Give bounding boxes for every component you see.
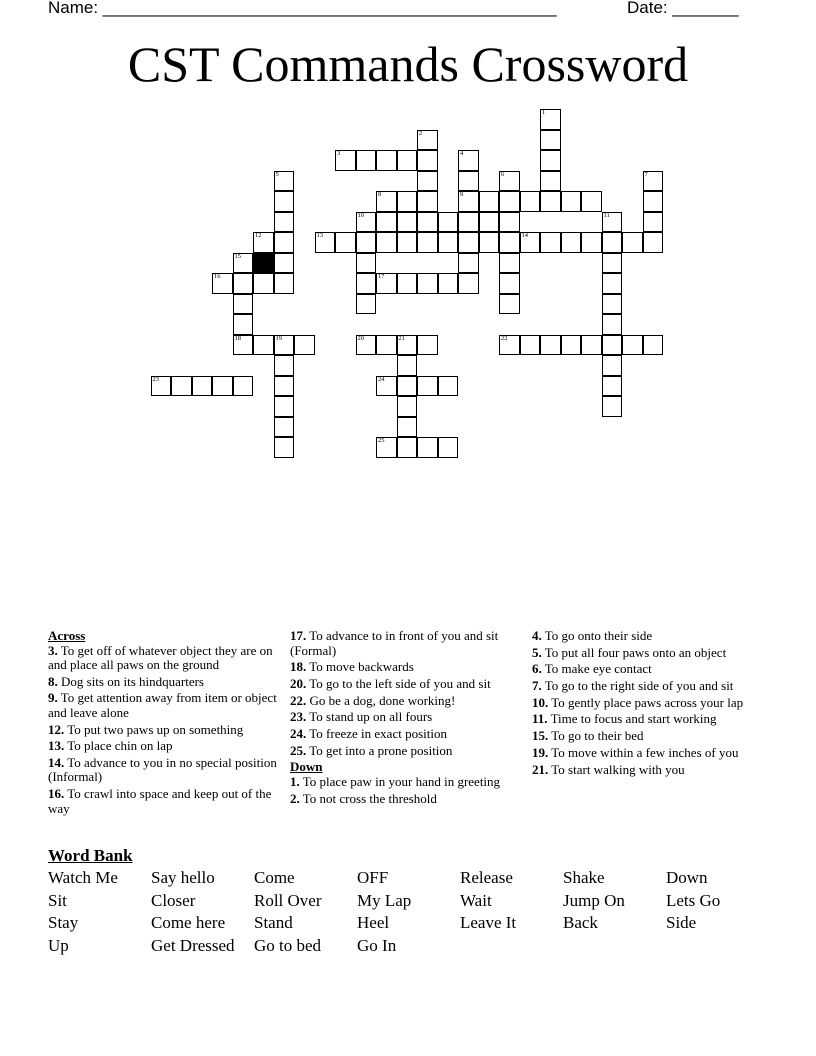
crossword-cell[interactable] (356, 335, 377, 356)
clue-text: Dog sits on its hindquarters (61, 673, 204, 689)
clue-text: To get into a prone position (309, 742, 453, 758)
crossword-cell[interactable] (561, 335, 582, 356)
crossword-cell[interactable] (397, 355, 418, 376)
word-bank-word: My Lap (357, 890, 412, 910)
clue-text: To gently place paws across your lap (551, 694, 744, 710)
crossword-cell[interactable] (274, 171, 295, 192)
across-clue (290, 744, 522, 759)
clue-number: 15. (532, 728, 549, 744)
word-bank-word: Release (460, 868, 513, 887)
down-clue (532, 712, 764, 727)
crossword-cell[interactable] (499, 335, 520, 356)
crossword-cell[interactable] (540, 109, 561, 130)
clue-number: 5. (532, 644, 542, 660)
crossword-cell[interactable] (253, 232, 274, 253)
word-bank-word: Get Dressed (151, 936, 235, 956)
crossword-cell[interactable] (479, 212, 500, 233)
word-bank-word: Leave It (460, 913, 517, 933)
crossword-cell[interactable] (458, 212, 479, 233)
across-clue (48, 787, 280, 816)
clue-column-1 (48, 629, 280, 818)
clue-number: 5 (275, 170, 279, 178)
crossword-cell[interactable] (561, 191, 582, 212)
crossword-cell[interactable] (581, 232, 602, 253)
clue-number: 17 (378, 273, 385, 280)
clue-number: 2. (290, 790, 300, 806)
clue-text: To get off of whatever object they are on and place all paws on the ground (48, 642, 273, 672)
crossword-cell[interactable] (479, 232, 500, 253)
clue-number: 25. (290, 742, 307, 758)
clue-text: To go to the right side of you and sit (544, 678, 734, 694)
crossword-cell[interactable] (458, 171, 479, 192)
word-bank-word: Shake (563, 868, 605, 887)
clue-number: 10 (357, 211, 364, 219)
crossword-cell[interactable] (417, 191, 438, 212)
crossword-cell[interactable] (602, 232, 623, 253)
clue-text: To put all four paws onto an object (544, 644, 727, 660)
crossword-cell[interactable] (581, 191, 602, 212)
crossword-cell[interactable] (602, 396, 623, 417)
clue-number: 2 (419, 129, 423, 137)
word-bank-word: Side (666, 913, 697, 933)
crossword-cell[interactable] (643, 171, 664, 192)
word-bank-word: Jump On (563, 890, 625, 910)
clue-text: To crawl into space and keep out of the way (48, 786, 272, 816)
crossword-cell[interactable] (192, 376, 213, 397)
word-bank-title: Word Bank (48, 846, 133, 865)
crossword-cell[interactable] (356, 150, 377, 171)
clue-text: To place chin on lap (67, 738, 173, 754)
crossword-cell[interactable] (602, 212, 623, 233)
clue-number: 13 (316, 232, 323, 239)
down-clue (532, 679, 764, 694)
crossword-cell[interactable] (212, 376, 233, 397)
crossword-cell[interactable] (622, 232, 643, 253)
clue-text: To go to the left side of you and sit (309, 675, 491, 691)
clue-column-2 (290, 629, 522, 808)
crossword-cell[interactable] (397, 191, 418, 212)
crossword-cell[interactable] (397, 437, 418, 458)
crossword-cell[interactable] (376, 212, 397, 233)
crossword-cell[interactable] (274, 273, 295, 294)
crossword-cell[interactable] (643, 232, 664, 253)
clue-number: 16 (214, 273, 221, 280)
clue-number: 7. (532, 678, 542, 694)
clue-number: 21. (532, 761, 549, 777)
crossword-cell[interactable] (397, 417, 418, 438)
crossword-cell[interactable] (315, 232, 336, 253)
clue-number: 4 (460, 150, 464, 157)
clue-text: To not cross the threshold (302, 790, 437, 806)
crossword-cell[interactable] (417, 130, 438, 151)
clue-number: 17. (290, 628, 307, 643)
crossword-cell[interactable] (233, 253, 254, 274)
clue-number: 10. (532, 694, 549, 710)
clue-text: To start walking with you (551, 761, 685, 777)
crossword-cell[interactable] (376, 150, 397, 171)
crossword-cell[interactable] (274, 437, 295, 458)
crossword-cell[interactable] (397, 232, 418, 253)
clue-number: 18. (290, 659, 307, 675)
clue-text: To advance to you in no special position (Informal) (48, 754, 277, 785)
crossword-cell[interactable] (274, 253, 295, 274)
clue-text: To go onto their side (544, 628, 653, 643)
across-clue (48, 723, 280, 738)
across-clue (48, 756, 280, 785)
word-bank-word: Come (254, 868, 295, 887)
clue-number: 15 (234, 252, 241, 260)
crossword-cell[interactable] (417, 212, 438, 233)
clue-text: To go to their bed (551, 728, 644, 744)
crossword-cell[interactable] (356, 294, 377, 315)
crossword-cell[interactable] (335, 150, 356, 171)
clue-text: Time to focus and start working (550, 711, 717, 727)
crossword-cell[interactable] (417, 171, 438, 192)
clue-column-3 (532, 629, 764, 779)
word-bank-word: Stay (48, 913, 79, 933)
down-clue (290, 775, 522, 790)
word-bank-word: Say hello (151, 868, 215, 887)
word-bank-word: Down (666, 868, 708, 887)
word-bank (48, 845, 778, 967)
clue-number: 14 (521, 232, 528, 239)
crossword-cell[interactable] (274, 376, 295, 397)
crossword-cell[interactable] (417, 437, 438, 458)
down-clue (532, 646, 764, 661)
across-clue (290, 727, 522, 742)
crossword-cell[interactable] (417, 335, 438, 356)
clue-number: 1. (290, 773, 300, 789)
crossword-cell[interactable] (622, 335, 643, 356)
clue-number: 22. (290, 692, 307, 708)
crossword-cell[interactable] (335, 232, 356, 253)
down-clue (532, 763, 764, 778)
crossword-cell[interactable] (438, 232, 459, 253)
crossword-grid (151, 109, 684, 444)
word-bank-word: Closer (151, 890, 196, 910)
clue-text: To move within a few inches of you (551, 744, 739, 760)
crossword-cell[interactable] (581, 335, 602, 356)
clue-number: 3 (337, 150, 341, 157)
crossword-cell[interactable] (458, 253, 479, 274)
word-bank-word: Lets Go (666, 890, 721, 910)
crossword-black-cell (253, 253, 274, 274)
word-bank-words (48, 867, 778, 967)
crossword-cell[interactable] (499, 232, 520, 253)
clue-number: 4. (532, 628, 542, 643)
crossword-cell[interactable] (274, 191, 295, 212)
across-clue (290, 710, 522, 725)
across-clue (290, 660, 522, 675)
crossword-cell[interactable] (212, 273, 233, 294)
crossword-cell[interactable] (520, 335, 541, 356)
crossword-cell[interactable] (274, 417, 295, 438)
crossword-cell[interactable] (397, 150, 418, 171)
clue-number: 19. (532, 744, 549, 760)
crossword-cell[interactable] (458, 191, 479, 212)
clue-text: To place paw in your hand in greeting (302, 773, 501, 789)
word-bank-word: Watch Me (48, 868, 118, 887)
clue-number: 18 (234, 334, 241, 342)
word-bank-word: Heel (357, 913, 390, 933)
crossword-cell[interactable] (233, 273, 254, 294)
across-clue (48, 644, 280, 673)
clue-number: 25 (378, 437, 385, 444)
crossword-cell[interactable] (520, 191, 541, 212)
word-bank-word: Go In (357, 936, 397, 956)
crossword-cell[interactable] (274, 232, 295, 253)
crossword-cell[interactable] (540, 232, 561, 253)
across-clue (290, 694, 522, 709)
clue-text: To advance to in front of you and sit (Formal) (290, 628, 499, 658)
word-bank-word: Come here (151, 913, 226, 933)
crossword-cell[interactable] (417, 232, 438, 253)
clue-number: 21 (398, 334, 405, 342)
clue-number: 11. (532, 711, 548, 727)
down-clue (290, 792, 522, 807)
word-bank-word: Roll Over (254, 890, 322, 910)
crossword-cell[interactable] (233, 294, 254, 315)
crossword-cell[interactable] (458, 150, 479, 171)
crossword-cell[interactable] (356, 212, 377, 233)
clue-number: 8. (48, 673, 58, 689)
crossword-cell[interactable] (376, 273, 397, 294)
down-clue (532, 729, 764, 744)
crossword-cell[interactable] (643, 191, 664, 212)
across-clue (290, 629, 522, 658)
crossword-cell[interactable] (438, 273, 459, 294)
crossword-cell[interactable] (151, 376, 172, 397)
crossword-cell[interactable] (520, 232, 541, 253)
name-field[interactable]: Name: ________________________________________________ (48, 0, 557, 17)
down-heading: Down (290, 759, 323, 775)
crossword-cell[interactable] (233, 376, 254, 397)
clue-number: 16. (48, 786, 65, 802)
crossword-cell[interactable] (376, 191, 397, 212)
crossword-cell[interactable] (602, 314, 623, 335)
crossword-cell[interactable] (438, 212, 459, 233)
clue-number: 7 (644, 170, 648, 178)
header (48, 0, 748, 20)
crossword-cell[interactable] (356, 232, 377, 253)
crossword-cell[interactable] (602, 294, 623, 315)
clue-number: 23 (152, 375, 159, 383)
crossword-cell[interactable] (479, 191, 500, 212)
clue-number: 9. (48, 690, 58, 706)
crossword-cell[interactable] (602, 335, 623, 356)
crossword-cell[interactable] (602, 253, 623, 274)
clue-number: 6 (501, 170, 505, 178)
across-clue (48, 675, 280, 690)
crossword-cell[interactable] (499, 294, 520, 315)
clue-text: To move backwards (309, 659, 414, 675)
across-heading: Across (48, 628, 86, 643)
crossword-cell[interactable] (274, 396, 295, 417)
clue-text: To get attention away from item or object and leave alone (48, 690, 277, 720)
down-clue (532, 696, 764, 711)
crossword-cell[interactable] (499, 253, 520, 274)
clue-text: Go be a dog, done working! (309, 692, 456, 708)
clue-number: 20. (290, 675, 307, 691)
crossword-cell[interactable] (540, 171, 561, 192)
crossword-cell[interactable] (397, 335, 418, 356)
crossword-cell[interactable] (397, 212, 418, 233)
crossword-cell[interactable] (602, 376, 623, 397)
crossword-cell[interactable] (540, 335, 561, 356)
word-bank-word: Up (48, 936, 69, 956)
word-bank-word: Sit (48, 890, 67, 910)
down-clue (532, 662, 764, 677)
crossword-cell[interactable] (233, 314, 254, 335)
crossword-cell[interactable] (540, 191, 561, 212)
clue-number: 6. (532, 661, 542, 677)
word-bank-word: Go to bed (254, 936, 322, 956)
crossword-cell[interactable] (253, 335, 274, 356)
crossword-cell[interactable] (253, 273, 274, 294)
crossword-cell[interactable] (458, 273, 479, 294)
crossword-cell[interactable] (499, 191, 520, 212)
clue-number: 8 (378, 191, 382, 198)
crossword-cell[interactable] (376, 437, 397, 458)
crossword-cell[interactable] (643, 212, 664, 233)
crossword-cell[interactable] (356, 253, 377, 274)
crossword-cell[interactable] (602, 273, 623, 294)
crossword-cell[interactable] (171, 376, 192, 397)
crossword-cell[interactable] (438, 437, 459, 458)
crossword-cell[interactable] (499, 212, 520, 233)
clue-number: 20 (357, 334, 364, 342)
crossword-cell[interactable] (417, 376, 438, 397)
crossword-cell[interactable] (274, 335, 295, 356)
crossword-cell[interactable] (376, 232, 397, 253)
clue-number: 1 (542, 109, 546, 116)
clue-number: 13. (48, 738, 65, 754)
crossword-cell[interactable] (540, 150, 561, 171)
crossword-cell[interactable] (499, 171, 520, 192)
crossword-cell[interactable] (458, 232, 479, 253)
clue-number: 12 (255, 232, 262, 239)
date-field[interactable]: Date: _______ (627, 0, 739, 17)
down-clue (532, 629, 764, 644)
clue-number: 24. (290, 725, 307, 741)
crossword-cell[interactable] (499, 273, 520, 294)
clue-number: 12. (48, 721, 65, 737)
clue-text: To freeze in exact position (309, 725, 447, 741)
crossword-cell[interactable] (376, 335, 397, 356)
crossword-cell[interactable] (294, 335, 315, 356)
crossword-cell[interactable] (438, 376, 459, 397)
clue-number: 19 (275, 334, 282, 342)
crossword-cell[interactable] (274, 355, 295, 376)
across-clue (48, 739, 280, 754)
word-bank-word: OFF (357, 868, 389, 887)
word-bank-word: Stand (254, 913, 293, 933)
clue-text: To stand up on all fours (309, 709, 433, 725)
down-clue (532, 746, 764, 761)
crossword-cell[interactable] (376, 376, 397, 397)
crossword-cell[interactable] (397, 396, 418, 417)
clue-number: 23. (290, 709, 307, 725)
page-title: CST Commands Crossword (127, 36, 689, 92)
word-bank-word: Wait (460, 890, 492, 910)
crossword-cell[interactable] (233, 335, 254, 356)
crossword-cell[interactable] (397, 273, 418, 294)
crossword-cell[interactable] (417, 150, 438, 171)
clue-number: 9 (460, 191, 464, 198)
clue-number: 3. (48, 642, 58, 658)
clue-number: 11 (603, 211, 610, 219)
clue-number: 14. (48, 754, 65, 770)
crossword-cell[interactable] (274, 212, 295, 233)
clue-number: 24 (378, 375, 385, 383)
clue-text: To put two paws up on something (67, 721, 244, 737)
crossword-cell[interactable] (356, 273, 377, 294)
across-clue (290, 677, 522, 692)
crossword-cell[interactable] (602, 355, 623, 376)
crossword-cell[interactable] (643, 335, 664, 356)
crossword-cell[interactable] (540, 130, 561, 151)
clue-text: To make eye contact (544, 661, 652, 677)
crossword-cell[interactable] (417, 273, 438, 294)
crossword-cell[interactable] (397, 376, 418, 397)
clue-number: 22 (501, 334, 508, 342)
across-clue (48, 691, 280, 720)
word-bank-word: Back (563, 913, 598, 933)
crossword-cell[interactable] (561, 232, 582, 253)
